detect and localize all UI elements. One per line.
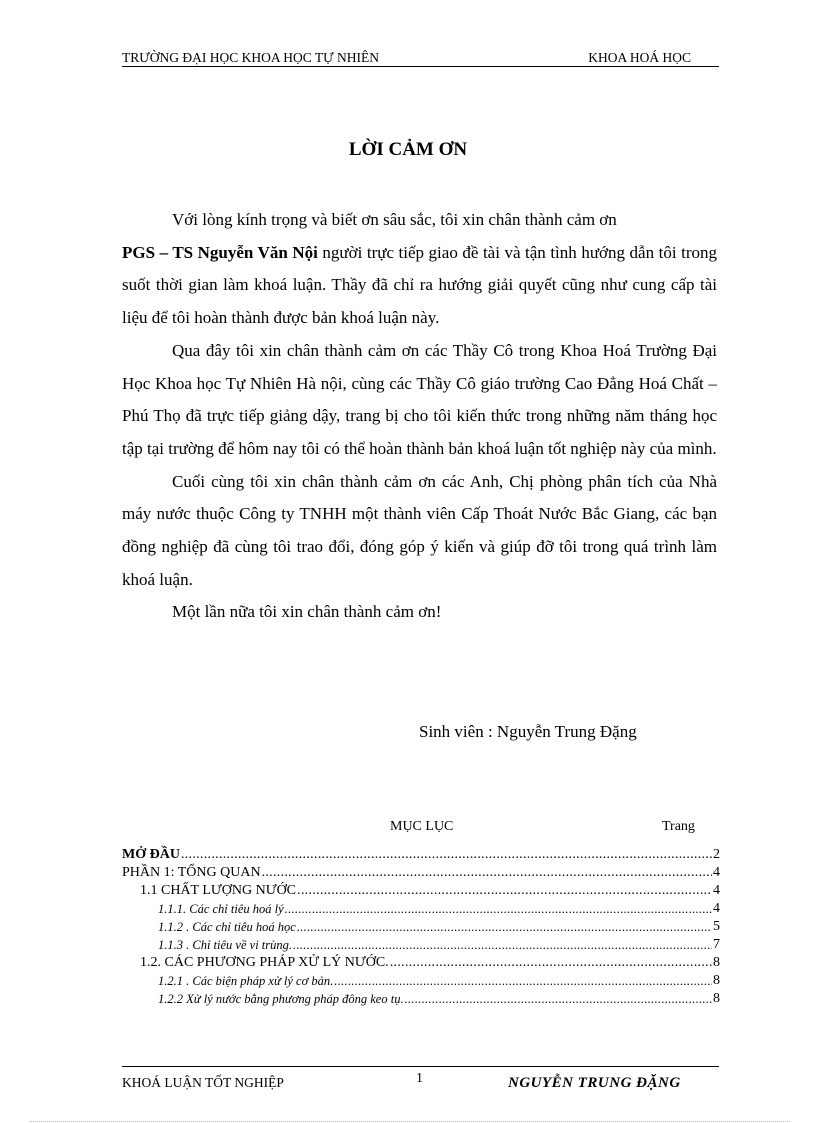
header-university: TRƯỜNG ĐẠI HỌC KHOA HỌC TỰ NHIÊN — [122, 50, 379, 65]
toc-leader-dots — [405, 990, 712, 1008]
toc-entry-text: 1.1.1. Các chỉ tiêu hoá lý — [158, 902, 284, 916]
toc-entry-page: 8 — [713, 991, 720, 1006]
toc-entry-page: 2 — [713, 847, 720, 862]
toc-entry-page: 4 — [713, 865, 720, 880]
toc-leader-dots — [297, 918, 712, 936]
toc-entry-text: 1.2. CÁC PHƯƠNG PHÁP XỬ LÝ NƯỚC. — [140, 955, 389, 970]
toc-entry[interactable] — [122, 918, 720, 936]
toc-entry-page: 4 — [713, 883, 720, 898]
toc-entry-text: 1.2.2 Xử lý nước bằng phương pháp đông keo tụ. — [158, 992, 404, 1006]
footer-thesis-label: KHOÁ LUẬN TỐT NGHIỆP — [122, 1075, 284, 1090]
toc-leader-dots — [293, 936, 712, 954]
toc-leader-dots — [181, 846, 712, 864]
acknowledgement-body — [122, 204, 717, 629]
toc-entry[interactable] — [122, 972, 720, 990]
toc-leader-dots — [334, 972, 712, 990]
toc-entry[interactable] — [122, 882, 720, 900]
toc-entry-text: MỞ ĐẦU — [122, 847, 180, 862]
toc-entry[interactable] — [122, 864, 720, 882]
footer-page-number: 1 — [416, 1071, 423, 1086]
toc-entry-page: 5 — [713, 919, 720, 934]
toc-leader-dots — [297, 882, 712, 900]
toc-entry-page: 4 — [713, 901, 720, 916]
toc-entry[interactable] — [122, 954, 720, 972]
footer-divider — [122, 1066, 719, 1067]
paragraph-1 — [122, 237, 717, 335]
supervisor-name: PGS – TS Nguyễn Văn Nội — [122, 242, 318, 262]
toc-entry-text: 1.1.2 . Các chỉ tiêu hoá học — [158, 920, 296, 934]
table-of-contents — [122, 846, 720, 1008]
toc-entry[interactable] — [122, 990, 720, 1008]
toc-entry[interactable] — [122, 936, 720, 954]
toc-leader-dots — [390, 954, 712, 972]
paragraph-2: Qua đây tôi xin chân thành cảm ơn các Thầy Cô trong Khoa Hoá Trường Đại Học Khoa học Tự Nhiên Hà nội, cùng các Thầy Cô giáo trường Cao Đẳng Hoá Chất – Phú Thọ đã trực tiếp giảng dậy, trang bị cho tôi kiến thức trong những năm tháng học tập tại trường để hôm nay tôi có thể hoàn thành bản khoá luận tốt nghiệp này của mình. — [122, 340, 717, 458]
page-title: LỜI CẢM ƠN — [348, 139, 468, 160]
paragraph-3: Cuối cùng tôi xin chân thành cảm ơn các Anh, Chị phòng phân tích của Nhà máy nước thuộc Công ty TNHH một thành viên Cấp Thoát Nước Bắc Giang, các bạn đồng nghiệp đã cùng tôi trao đổi, đóng góp ý kiến và giúp đỡ tôi trong quá trình làm khoá luận. — [122, 471, 717, 589]
toc-title: MỤC LỤC — [390, 819, 454, 834]
toc-entry-text: 1.1.3 . Chỉ tiêu về vi trùng. — [158, 938, 293, 952]
paragraph-1-rest: người trực tiếp giao đề tài và tận tình hướng dẫn tôi trong suốt thời gian làm khoá luận. Thầy đã chỉ ra hướng giải quyết cũng như cung cấp tài liệu để tôi hoàn thành được bản khoá luận này. — [122, 242, 717, 328]
toc-entry[interactable] — [122, 900, 720, 918]
toc-leader-dots — [285, 900, 712, 918]
paragraph-1-intro: Với lòng kính trọng và biết ơn sâu sắc, tôi xin chân thành cảm ơn — [172, 210, 617, 229]
toc-entry[interactable] — [122, 846, 720, 864]
student-signature: Sinh viên : Nguyễn Trung Đặng — [419, 722, 637, 741]
paragraph-4: Một lần nữa tôi xin chân thành cảm ơn! — [172, 602, 442, 622]
toc-entry-page: 7 — [713, 937, 720, 952]
toc-leader-dots — [262, 864, 712, 882]
toc-entry-page: 8 — [713, 973, 720, 988]
page-break-line — [30, 1121, 790, 1122]
footer-author: NGUYỄN TRUNG ĐẶNG — [508, 1075, 681, 1091]
page-header — [122, 50, 719, 67]
toc-entry-page: 8 — [713, 955, 720, 970]
toc-page-label: Trang — [662, 819, 695, 834]
header-faculty: KHOA HOÁ HỌC — [588, 50, 691, 65]
toc-entry-text: 1.1 CHẤT LƯỢNG NƯỚC — [140, 883, 297, 898]
toc-entry-text: 1.2.1 . Các biện pháp xử lý cơ bản. — [158, 974, 334, 988]
toc-entry-text: PHẦN 1: TỔNG QUAN — [122, 865, 261, 880]
